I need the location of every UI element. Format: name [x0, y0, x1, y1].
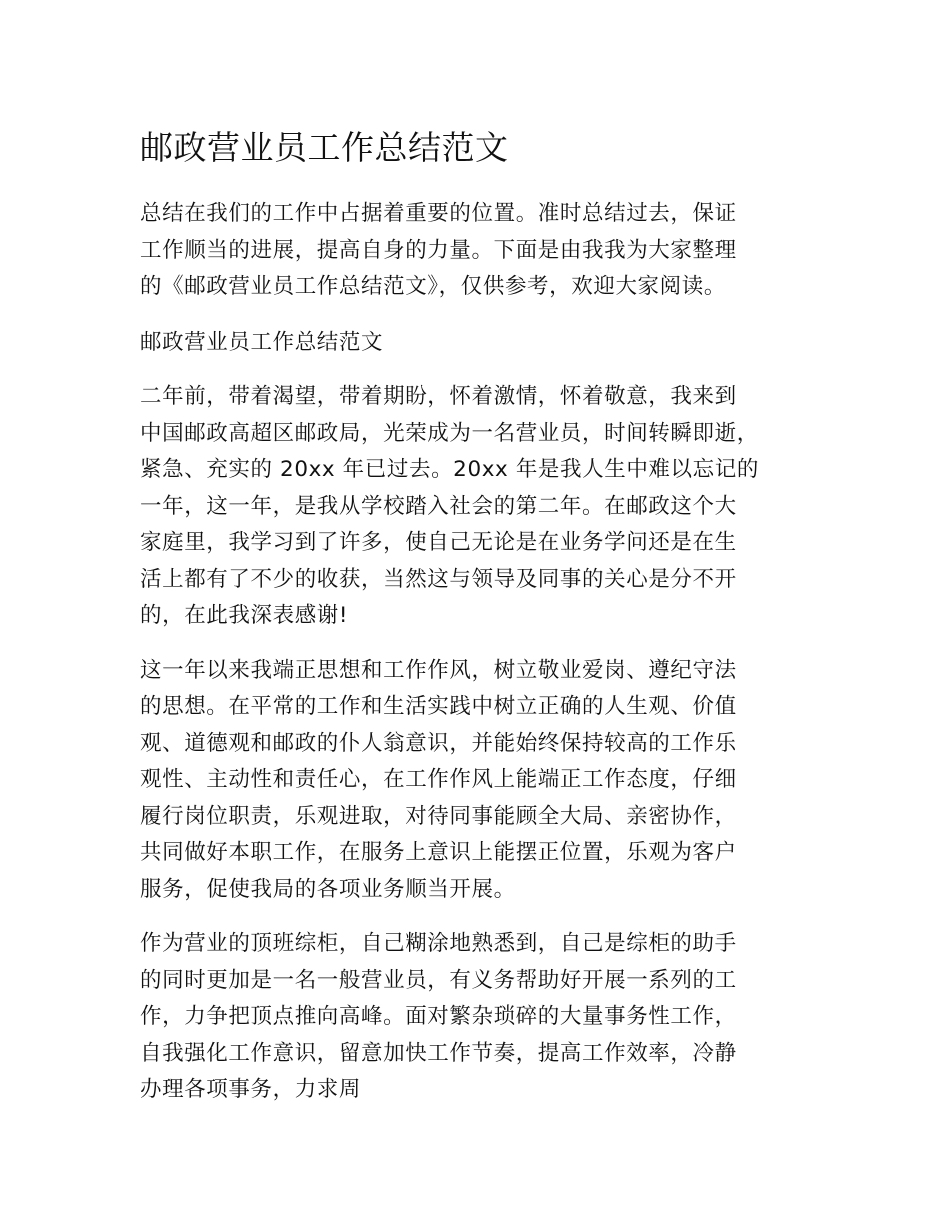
paragraph-line: 观、道德观和邮政的仆人翁意识，并能始终保持较高的工作乐	[140, 730, 737, 756]
paragraph-line: 活上都有了不少的收获，当然这与领导及同事的关心是分不开	[140, 566, 737, 592]
paragraph-line: 作，力争把顶点推向高峰。面对繁杂琐碎的大量事务性工作，	[140, 1004, 737, 1029]
paragraph-line: 的《邮政营业员工作总结范文》，仅供参考，欢迎大家阅读。	[140, 274, 726, 299]
paragraph-line: 紧急、充实的 20xx 年已过去。20xx 年是我人生中难以忘记的	[140, 457, 759, 482]
paragraph-line: 共同做好本职工作，在服务上意识上能摆正位置，乐观为客户	[140, 840, 737, 865]
paragraph-line: 的思想。在平常的工作和生活实践中树立正确的人生观、价值	[140, 694, 737, 719]
paragraph-line: 总结在我们的工作中占据着重要的位置。准时总结过去，保证	[140, 201, 737, 226]
document-body	[140, 124, 820, 1109]
paragraph-line: 家庭里，我学习到了许多，使自己无论是在业务学问还是在生	[140, 530, 737, 555]
intro-paragraph	[140, 196, 820, 306]
section-subtitle	[140, 325, 820, 362]
paragraph-line: 自我强化工作意识，留意加快工作节奏，提高工作效率，冷静	[140, 1040, 737, 1066]
subtitle-text: 邮政营业员工作总结范文	[140, 329, 384, 355]
paragraph-line: 中国邮政高超区邮政局，光荣成为一名营业员，时间转瞬即逝，	[140, 420, 759, 446]
body-paragraph-3	[140, 926, 820, 1109]
document-title: 邮政营业员工作总结范文	[140, 128, 509, 167]
paragraph-line: 办理各项事务，力求周	[140, 1077, 362, 1102]
paragraph-line: 的同时更加是一名一般营业员，有义务帮助好开展一系列的工	[140, 967, 737, 993]
paragraph-line: 二年前，带着渴望，带着期盼，怀着激情，怀着敬意，我来到	[140, 384, 737, 409]
paragraph-line: 这一年以来我端正思想和工作作风，树立敬业爱岗、遵纪守法	[140, 657, 737, 683]
paragraph-line: 一年，这一年，是我从学校踏入社会的第二年。在邮政这个大	[140, 493, 737, 519]
paragraph-line: 工作顺当的进展，提高自身的力量。下面是由我我为大家整理	[140, 237, 737, 263]
paragraph-line: 观性、主动性和责任心，在工作作风上能端正工作态度，仔细	[140, 767, 737, 792]
paragraph-line: 履行岗位职责，乐观进取，对待同事能顾全大局、亲密协作，	[140, 803, 737, 829]
paragraph-line: 作为营业的顶班综柜，自己糊涂地熟悉到，自己是综柜的助手	[140, 931, 737, 956]
paragraph-line: 服务，促使我局的各项业务顺当开展。	[140, 876, 516, 902]
body-paragraph-1	[140, 379, 820, 635]
paragraph-line: 的，在此我深表感谢!	[140, 603, 349, 628]
body-paragraph-2	[140, 653, 820, 909]
